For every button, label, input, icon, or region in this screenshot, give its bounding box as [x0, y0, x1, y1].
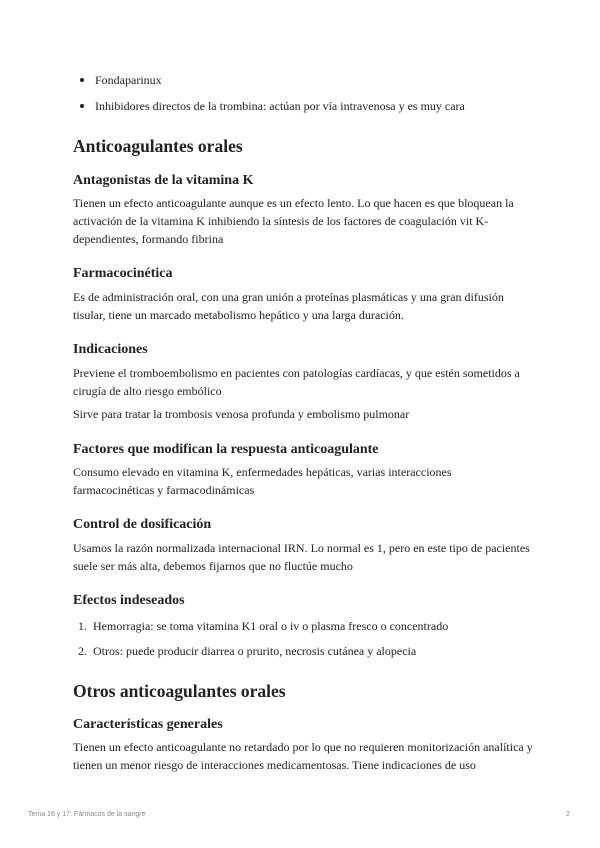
list-number: 2. [78, 644, 87, 658]
paragraph-factores: Consumo elevado en vitamina K, enfermedades hepáticas, varias interacciones farmacocinéticas y farmacodinámicas [73, 465, 452, 497]
bullet-icon [80, 104, 84, 108]
section-heading-otros-anticoagulantes: Otros anticoagulantes orales [73, 681, 286, 701]
paragraph-indicaciones-2: Sirve para tratar la trombosis venosa profunda y embolismo pulmonar [73, 407, 410, 421]
list-item-text: Otros: puede producir diarrea o prurito, necrosis cutánea y alopecia [93, 644, 417, 658]
list-item-text: Fondaparinux [95, 73, 162, 87]
list-number: 1. [78, 619, 87, 633]
subheading-control-dosificacion: Control de dosificación [73, 517, 212, 532]
list-item [73, 617, 533, 642]
list-item [73, 98, 533, 124]
subheading-antagonistas: Antagonistas de la vitamina K [73, 173, 254, 188]
list-item-text: Inhibidores directos de la trombina: actúan por vía intravenosa y es muy cara [95, 99, 465, 113]
subheading-farmacocinetica: Farmacocinética [73, 266, 173, 281]
subheading-indicaciones: Indicaciones [73, 342, 148, 357]
paragraph-control-dosificacion: Usamos la razón normalizada internacional IRN. Lo normal es 1, pero en este tipo de pacientes suele ser más alta, debemos fijarnos que no fluctúe mucho [73, 541, 530, 573]
paragraph-farmacocinetica: Es de administración oral, con una gran unión a proteínas plasmáticas y una gran difusión tisular, tiene un marcado metabolismo hepático y una larga duración. [73, 290, 504, 322]
section-heading-anticoagulantes-orales: Anticoagulantes orales [73, 136, 243, 156]
bullet-list [73, 72, 533, 124]
subheading-factores: Factores que modifican la respuesta anticoagulante [73, 442, 379, 457]
page-number: 2 [566, 811, 570, 818]
paragraph-caracteristicas-generales: Tienen un efecto anticoagulante no retardado por lo que no requieren monitorización analítica y tienen un menor riesgo de interacciones medicamentosas. Tiene indicaciones de uso [73, 740, 533, 772]
subheading-caracteristicas-generales: Características generales [73, 717, 223, 732]
bullet-icon [80, 78, 84, 82]
paragraph-indicaciones-1: Previene el tromboembolismo en pacientes con patologías cardíacas, y que estén sometidos a cirugía de alto riesgo embólico [73, 366, 520, 398]
list-item [73, 642, 533, 667]
list-item [73, 72, 533, 98]
numbered-list [73, 617, 533, 667]
subheading-efectos-indeseados: Efectos indeseados [73, 593, 185, 608]
footer-title: Tema 16 y 17: Fármacos de la sangre [28, 811, 146, 818]
paragraph-antagonistas: Tienen un efecto anticoagulante aunque es un efecto lento. Lo que hacen es que bloquean la activación de la vitamina K inhibiendo la síntesis de los factores de coagulación vit K-dependientes, formando fibrina [73, 196, 514, 246]
list-item-text: Hemorragia: se toma vitamina K1 oral o iv o plasma fresco o concentrado [93, 619, 449, 633]
